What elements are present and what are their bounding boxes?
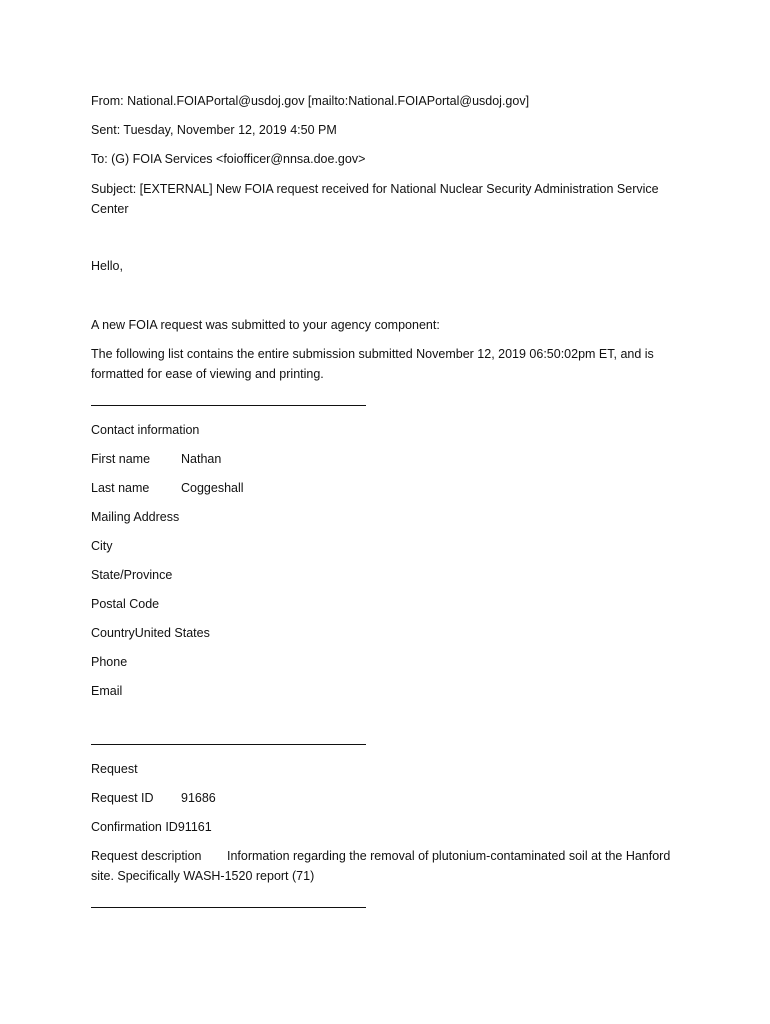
request-description-value: Information regarding the removal of plutonium-contaminated soil at the Hanford site. Specifically WASH-1520 report (71) [91,849,671,883]
request-description-label: Request description [91,849,202,863]
request-id-label: Request ID [91,791,154,805]
from-line: From: National.FOIAPortal@usdoj.gov [mailto:National.FOIAPortal@usdoj.gov] [91,94,530,108]
city-label: City [91,539,113,553]
sent-line: Sent: Tuesday, November 12, 2019 4:50 PM [91,123,337,137]
last-name-value: Coggeshall [181,481,244,495]
postal-code-label: Postal Code [91,597,160,611]
confirmation-id-value: 91161 [177,820,212,834]
section-divider [91,744,366,745]
last-name-label: Last name [91,481,150,495]
country-value: United States [134,626,210,640]
section-divider [91,405,366,406]
greeting: Hello, [91,259,123,273]
request-heading: Request [91,762,138,776]
first-name-value: Nathan [181,452,222,466]
contact-heading: Contact information [91,423,200,437]
phone-label: Phone [91,655,128,669]
subject-line: Subject: [EXTERNAL] New FOIA request received for National Nuclear Security Administration Service Center [91,182,659,216]
mailing-address-label: Mailing Address [91,510,180,524]
section-divider [91,907,366,908]
first-name-label: First name [91,452,151,466]
state-label: State/Province [91,568,173,582]
country-label: Country [91,626,135,640]
confirmation-row [91,818,212,837]
country-row [91,624,210,643]
first-name-row [91,450,150,469]
email-label: Email [91,684,123,698]
confirmation-id-label: Confirmation ID [91,820,178,834]
intro-text: A new FOIA request was submitted to your agency component: [91,318,440,332]
to-line: To: (G) FOIA Services <foiofficer@nnsa.doe.gov> [91,152,366,166]
request-description [91,847,671,886]
summary-text: The following list contains the entire submission submitted November 12, 2019 06:50:02pm ET, and is formatted for ease of viewing and printing. [91,347,654,381]
request-id-value: 91686 [181,791,216,805]
